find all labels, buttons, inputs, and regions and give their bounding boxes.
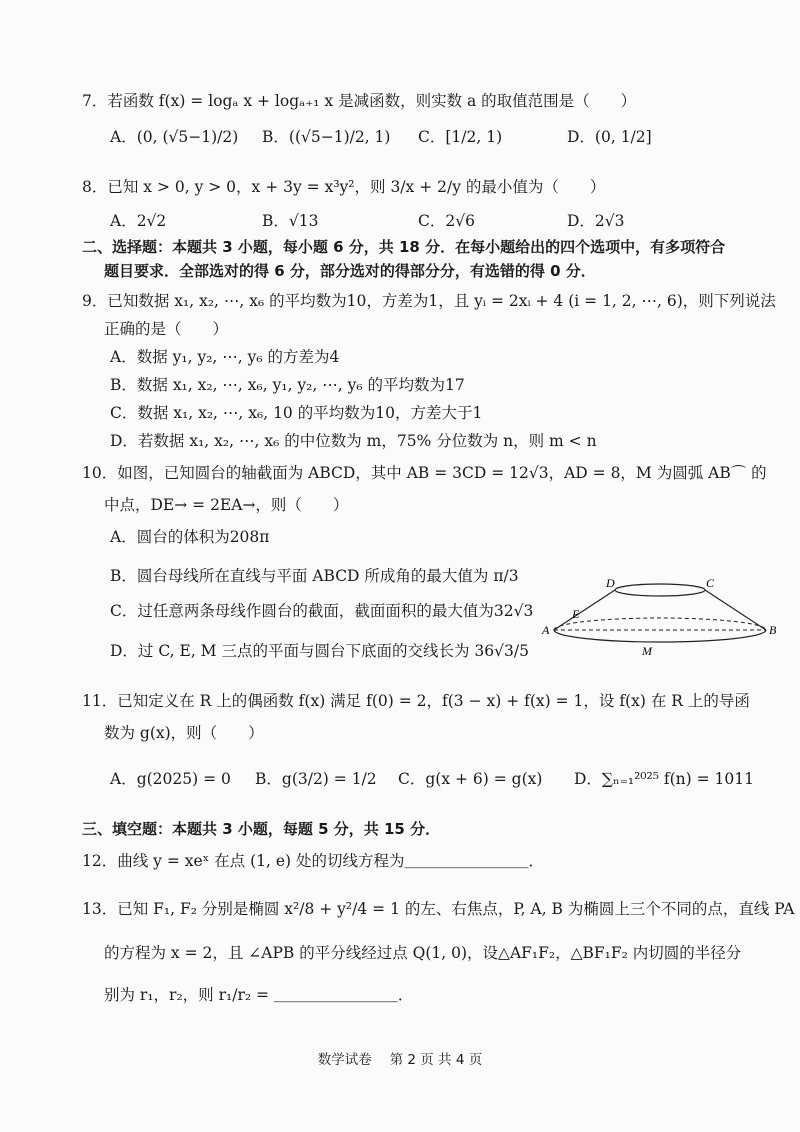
label-b: B <box>769 623 777 637</box>
q7-option-c: C．[1/2, 1) <box>418 128 503 146</box>
q11-option-d: D．∑ₙ₌₁²⁰²⁵ f(n) = 1011 <box>574 770 754 788</box>
page-footer: 数学试卷 第 2 页 共 4 页 <box>317 1052 483 1068</box>
q9-option-a: A．数据 y₁, y₂, ⋯, y₆ 的方差为4 <box>110 348 340 366</box>
slant-line-da <box>554 590 615 630</box>
label-a: A <box>542 623 550 637</box>
q9-stem-1: 9．已知数据 x₁, x₂, ⋯, x₆ 的平均数为10，方差为1，且 yᵢ = 2xᵢ + 4 (i = 1, 2, ⋯, 6)，则下列说法 <box>82 292 776 310</box>
q9-option-c: C．数据 x₁, x₂, ⋯, x₆, 10 的平均数为10，方差大于1 <box>110 404 483 422</box>
q7-stem: 7．若函数 f(x) = logₐ x + logₐ₊₁ x 是减函数，则实数 a 的取值范围是（ ） <box>82 92 637 110</box>
top-base-ellipse <box>615 584 705 596</box>
q11-stem-1: 11．已知定义在 R 上的偶函数 f(x) 满足 f(0) = 2，f(3 − x) + f(x) = 1，设 f(x) 在 R 上的导函 <box>82 692 750 710</box>
q10-option-a: A．圆台的体积为208π <box>110 528 270 546</box>
q11-option-c: C．g(x + 6) = g(x) <box>398 770 543 788</box>
slant-line-cb <box>705 590 766 630</box>
q10-option-d: D．过 C, E, M 三点的平面与圆台下底面的交线长为 36√3/5 <box>110 642 529 660</box>
q11-option-b: B．g(3/2) = 1/2 <box>255 770 377 788</box>
q7-option-a: A．(0, (√5−1)/2) <box>110 128 239 146</box>
q13-line-1: 13．已知 F₁, F₂ 分别是椭圆 x²/8 + y²/4 = 1 的左、右焦点，P, A, B 为椭圆上三个不同的点，直线 PA <box>82 900 795 918</box>
label-e: E <box>572 607 580 621</box>
q13-line-2: 的方程为 x = 2，且 ∠APB 的平分线经过点 Q(1, 0)，设△AF₁F₂，△BF₁F₂ 内切圆的半径分 <box>104 944 742 962</box>
q10-option-c: C．过任意两条母线作圆台的截面，截面面积的最大值为32√3 <box>110 602 534 620</box>
section2-instructions: 题目要求．全部选对的得 6 分，部分选对的得部分分，有选错的得 0 分． <box>104 262 596 280</box>
q10-stem-2: 中点，DE→ = 2EA→，则（ ） <box>104 496 349 514</box>
q11-option-a: A．g(2025) = 0 <box>110 770 231 788</box>
section2-heading: 二、选择题：本题共 3 小题，每小题 6 分，共 18 分．在每小题给出的四个选项中，有多项符合 <box>82 238 726 256</box>
q12-stem: 12．曲线 y = xeˣ 在点 (1, e) 处的切线方程为＿＿＿＿＿＿＿＿． <box>82 852 544 870</box>
q9-stem-2: 正确的是（ ） <box>104 320 229 338</box>
q10-option-b: B．圆台母线所在直线与平面 ABCD 所成角的最大值为 π/3 <box>110 567 519 585</box>
q9-option-d: D．若数据 x₁, x₂, ⋯, x₆ 的中位数为 m，75% 分位数为 n，则 m < n <box>110 432 597 450</box>
q8-stem: 8．已知 x > 0, y > 0，x + 3y = x³y²，则 3/x + 2/y 的最小值为（ ） <box>82 178 606 196</box>
q13-line-3: 别为 r₁，r₂，则 r₁/r₂ = ＿＿＿＿＿＿＿＿． <box>104 986 414 1004</box>
q11-stem-2: 数为 g(x)，则（ ） <box>104 724 264 742</box>
q10-stem-1: 10．如图，已知圆台的轴截面为 ABCD，其中 AB = 3CD = 12√3，AD = 8，M 为圆弧 AB⌒ 的 <box>82 464 767 482</box>
label-d: D <box>606 578 615 590</box>
q8-option-a: A．2√2 <box>110 212 167 230</box>
frustum-figure <box>540 578 790 658</box>
q8-option-b: B．√13 <box>262 212 319 230</box>
bottom-base-back-arc <box>554 618 766 630</box>
label-m: M <box>642 644 652 658</box>
q9-option-b: B．数据 x₁, x₂, ⋯, x₆, y₁, y₂, ⋯, y₆ 的平均数为17 <box>110 376 465 394</box>
q7-option-b: B．((√5−1)/2, 1) <box>262 128 391 146</box>
label-c: C <box>706 578 715 590</box>
q8-option-c: C．2√6 <box>418 212 475 230</box>
q8-option-d: D．2√3 <box>567 212 625 230</box>
bottom-base-front-arc <box>554 630 766 642</box>
q7-option-d: D．(0, 1/2] <box>567 128 652 146</box>
section3-heading: 三、填空题：本题共 3 小题，每题 5 分，共 15 分． <box>82 820 441 838</box>
